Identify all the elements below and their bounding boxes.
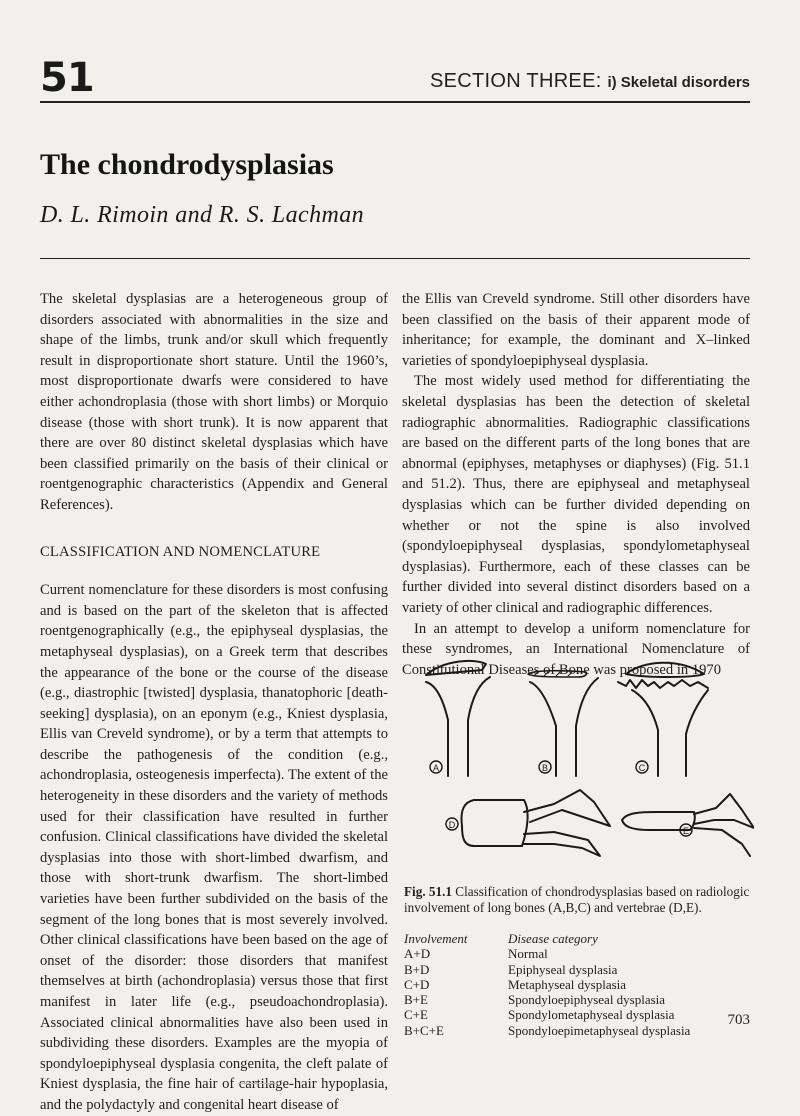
legend-involvement: B+E: [404, 992, 428, 1008]
intro-paragraph: The skeletal dysplasias are a heterogeneous group of disorders associated with abnormalities in the size and shape of the limbs, trunk and/or skull which frequently result in disproportionate short stature. Until the 1960’s, most disproportionate dwarfs were considered to have either achondroplasia (those with short limbs) or Morquio disease (those with short trunk). It is now apparent that there are over 80 distinct skeletal dysplasias which have been classified primarily on the basis of their clinical or roentgenographic characteristics (Appendix and General References).: [40, 291, 388, 513]
bone-a-normal: [426, 661, 490, 776]
article-authors: D. L. Rimoin and R. S. Lachman: [40, 202, 364, 228]
chapter-number: 51: [40, 55, 94, 101]
label-c: C: [638, 763, 646, 773]
figure-caption-text: Classification of chondrodysplasias based on radiologic involvement of long bones (A,B,C) and vertebrae (D,E).: [404, 884, 750, 915]
legend-involvement: C+E: [404, 1007, 428, 1023]
label-e: E: [682, 826, 690, 836]
legend-header-category: Disease category: [508, 931, 598, 946]
legend-row: [404, 977, 754, 992]
bone-c-metaphysis-irregular: [618, 680, 708, 688]
left-column: [40, 289, 388, 1116]
vertebra-e-process: [694, 794, 754, 856]
legend-row: [404, 1023, 754, 1038]
legend-involvement: C+D: [404, 976, 430, 992]
legend-header: [404, 931, 754, 946]
legend-header-involvement: Involvement: [404, 931, 468, 946]
legend-category: Epiphyseal dysplasia: [508, 961, 618, 977]
vertebra-d-process: [524, 790, 610, 856]
legend-category: Spondyloepiphyseal dysplasia: [508, 992, 666, 1008]
legend-row: [404, 992, 754, 1007]
vertebra-d-normal: [446, 790, 610, 856]
legend-row: [404, 1007, 754, 1022]
figure-51-1: [404, 650, 754, 882]
bone-c-epiphysis: [626, 663, 704, 677]
vertebra-e-flattened: [622, 794, 754, 856]
bone-diagram: [404, 650, 754, 882]
subsection-label: i) Skeletal disorders: [607, 74, 750, 91]
legend-category: Spondyloepimetaphyseal dysplasia: [508, 1022, 691, 1038]
classification-paragraph: Current nomenclature for these disorders is most confusing and is based on the part of the skeleton that is affected roentgenographically (e.g., the epiphyseal dysplasias, the metaphyseal dysplasias), on a Greek term that describes the appearance of the bone or the course of the disease (e.g., diastrophic [twisted] dysplasia, thanatophoric [death-seeking] dysplasia), on an eponym (e.g., Kniest dysplasia, Ellis van Creveld syndrome), or by a term that attempts to describe the pathogenesis of the condition (e.g., achondroplasia, osteogenesis imperfecta). The extent of the heterogeneity in these disorders and the variety of methods used for their classification have resulted in further confusion. Clinical classifications have divided the skeletal dysplasias into those with short-limbed dwarfism, and those with short-trunk dwarfism. The short-limbed varieties have been further subdivided on the basis of the segment of the long bones that is most severely involved. Other clinical classifications have been based on the age of onset of the disorder: those disorders that manifest themselves at birth (achondroplasia) versus those that first manifest in later life (e.g., pseudoachondroplasia). Associated clinical abnormalities have also been used in subdividing these disorders. Examples are the myopia of spondyloepiphyseal dysplasia congenita, the cleft palate of Kniest dysplasia, the fine hair of cartilage-hair hypoplasia, and the polydactyly and congenital heart disease of: [40, 582, 388, 1113]
right-paragraph-2: The most widely used method for differentiating the skeletal dysplasias has been the detection of skeletal radiographic abnormalities. Radiographic classifications are based on the different parts of the long bones that are abnormal (epiphyses, metaphyses or diaphyses) (Fig. 51.1 and 51.2). Thus, there are epiphyseal and metaphyseal dysplasias which can be further divided depending on whether or not the spine is also involved (spondyloepiphyseal dysplasias, spondylometaphyseal dysplasias). Furthermore, each of these classes can be further divided into several distinct disorders based on a variety of other clinical and radiographic differences.: [402, 373, 750, 616]
vertebra-d-body: [462, 800, 528, 846]
label-d: D: [448, 820, 456, 830]
bone-a-epiphysis: [426, 661, 486, 675]
bone-b-epiphyseal: [528, 671, 598, 776]
legend-category: Metaphyseal dysplasia: [508, 976, 627, 992]
figure-caption: [404, 884, 754, 915]
page-number: 703: [727, 1012, 750, 1028]
legend-category: Spondylometaphyseal dysplasia: [508, 1007, 675, 1023]
legend-row: [404, 946, 754, 961]
article-title: The chondrodysplasias: [40, 148, 334, 181]
legend-involvement: A+D: [404, 946, 431, 962]
right-column: [402, 289, 750, 680]
header-rule: [40, 101, 750, 103]
section-label: SECTION THREE:: [429, 70, 602, 92]
right-paragraph-3: In an attempt to develop a uniform nomenclature for these syndromes, an International Nomenclature of Constitutional Diseases of Bone was proposed in 1970: [402, 620, 750, 678]
label-b: B: [541, 763, 549, 773]
legend-category: Normal: [508, 946, 548, 962]
bone-c-metaphyseal: [618, 663, 708, 776]
legend-involvement: B+C+E: [404, 1022, 444, 1038]
figure-caption-label: Fig. 51.1: [404, 884, 452, 899]
label-a: A: [432, 763, 440, 773]
title-rule: [40, 258, 750, 259]
figure-legend: [404, 931, 754, 1038]
legend-row: [404, 962, 754, 977]
section-heading: [430, 70, 750, 93]
bone-b-metaphysis: [530, 678, 598, 776]
legend-involvement: B+D: [404, 961, 430, 977]
bottom-edge-mark: [238, 1083, 278, 1084]
right-paragraph-1: the Ellis van Creveld syndrome. Still other disorders have been classified on the basis of their apparent mode of inheritance; for example, the dominant and X–linked varieties of spondyloepiphyseal dysplasia.: [402, 291, 750, 369]
section-heading-classification: CLASSIFICATION AND NOMENCLATURE: [40, 543, 321, 560]
